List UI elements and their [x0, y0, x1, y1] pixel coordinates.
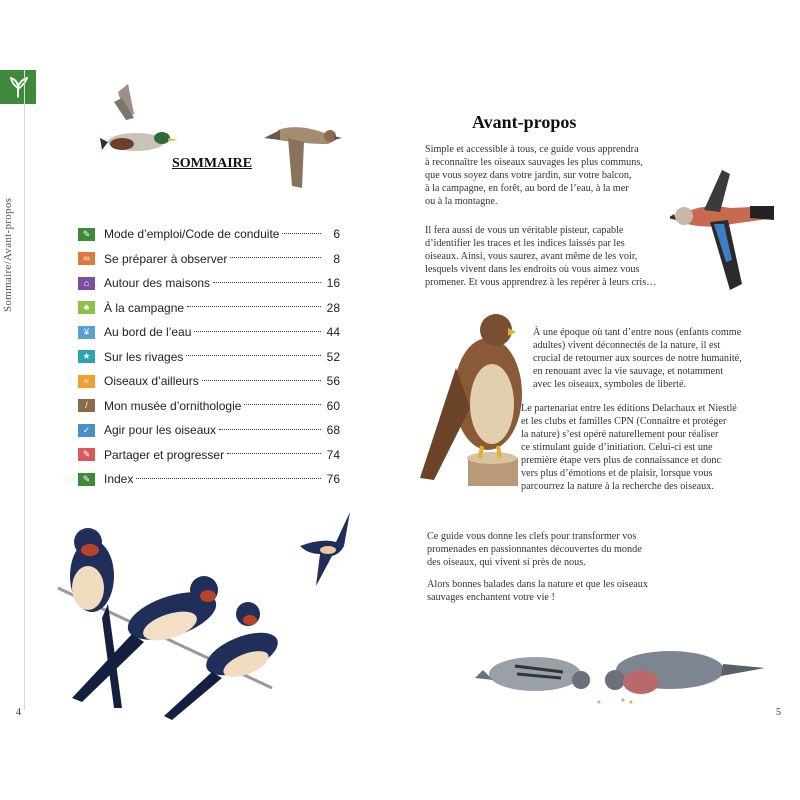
- toc-entry[interactable]: [78, 320, 340, 345]
- text-line: à reconnaître les oiseaux sauvages les plus communs,: [425, 157, 643, 168]
- toc-entry-page: 60: [326, 398, 340, 413]
- text-line: des oiseaux, qui vivent si près de nous.: [427, 557, 586, 568]
- toc-leader-dots: [230, 256, 321, 258]
- toc-entry-label: Sur les rivages: [104, 349, 184, 364]
- toc-entry-page: 74: [326, 447, 340, 462]
- toc-entry-label: Partager et progresser: [104, 447, 225, 462]
- starfish-icon: ★: [78, 350, 95, 363]
- toc-entry-label: Autour des maisons: [104, 276, 211, 291]
- toc-leader-dots: [227, 452, 321, 454]
- text-line: et les clubs et familles CPN (Connaître et protéger: [521, 416, 727, 427]
- reed-icon: ¥: [78, 326, 95, 339]
- text-line: Ce guide vous donne les clefs pour transformer vos: [427, 531, 637, 542]
- toc-leader-dots: [136, 477, 321, 479]
- buzzard-illustration: [412, 308, 532, 488]
- text-line: oiseaux. Ainsi, vous saurez, avant même de les voir,: [425, 251, 638, 262]
- text-line: promenades en passionnantes découvertes du monde: [427, 544, 642, 555]
- share-icon: ✎: [78, 448, 95, 461]
- section-tab: [0, 70, 36, 104]
- leaf-icon: ✎: [78, 228, 95, 241]
- toc-entry-label: Se préparer à observer: [104, 251, 228, 266]
- text-line: Alors bonnes balades dans la nature et que les oiseaux: [427, 579, 648, 590]
- pigeons-illustration: [475, 640, 765, 710]
- text-line: que vous soyez dans votre jardin, sur votre balcon,: [425, 170, 632, 181]
- toc-entry[interactable]: [78, 222, 340, 247]
- text-line: vers plus d’émotions et de plaisir, lorsque vous: [521, 468, 713, 479]
- action-icon: ✓: [78, 424, 95, 437]
- toc-leader-dots: [282, 232, 321, 234]
- toc-leader-dots: [244, 403, 321, 405]
- text-line: Le partenariat entre les éditions Delachaux et Niestlé: [521, 403, 737, 414]
- toc-entry-page: 56: [326, 374, 340, 389]
- foreword-paragraph-2: [425, 224, 695, 289]
- text-line: promener. Et vous apprendrez à les repérer à leurs cris…: [425, 277, 657, 288]
- toc-leader-dots: [213, 281, 321, 283]
- text-line: adultes) vivent déconnectés de la nature, il est: [533, 340, 721, 351]
- toc-entry-label: Au bord de l’eau: [104, 325, 192, 340]
- text-line: d’identifier les traces et les indices laissés par les: [425, 238, 625, 249]
- toc-entry-label: Index: [104, 472, 134, 487]
- text-line: ou à la montagne.: [425, 196, 498, 207]
- toc-entry[interactable]: [78, 247, 340, 272]
- toc-entry[interactable]: [78, 271, 340, 296]
- margin-rule: [24, 70, 25, 710]
- foreword-paragraph-4: [521, 402, 776, 493]
- toc-entry-page: 8: [333, 251, 340, 266]
- tree-icon: ♣: [78, 301, 95, 314]
- text-line: lesquels vivent dans les endroits où vous aimez vous: [425, 264, 640, 275]
- plant-sprout-icon: [0, 70, 36, 104]
- toc-entry-label: Agir pour les oiseaux: [104, 423, 217, 438]
- index-icon: ✎: [78, 473, 95, 486]
- toc-entry-label: Mon musée d’ornithologie: [104, 398, 242, 413]
- table-of-contents: [78, 222, 340, 492]
- toc-entry-page: 52: [326, 349, 340, 364]
- toc-entry[interactable]: [78, 369, 340, 394]
- toc-entry[interactable]: [78, 467, 340, 492]
- text-line: parcourrez la nature à la recherche des oiseaux.: [521, 481, 714, 492]
- toc-leader-dots: [219, 428, 321, 430]
- foreword-paragraph-3: [533, 326, 773, 391]
- flying-swallow-illustration: [296, 510, 356, 590]
- page-number-right: 5: [776, 707, 781, 718]
- barn-swallows-illustration: [52, 508, 332, 728]
- text-line: crucial de retourner aux sources de notre humanité,: [533, 353, 742, 364]
- feather-icon: /: [78, 399, 95, 412]
- exotic-bird-icon: ≈: [78, 375, 95, 388]
- toc-leader-dots: [187, 305, 321, 307]
- flying-mallard-illustration: [96, 80, 186, 160]
- toc-leader-dots: [186, 354, 321, 356]
- toc-entry[interactable]: [78, 418, 340, 443]
- toc-leader-dots: [194, 330, 321, 332]
- text-line: en renouant avec la vie sauvage, et notamment: [533, 366, 724, 377]
- toc-entry-label: À la campagne: [104, 300, 185, 315]
- toc-entry-page: 76: [326, 472, 340, 487]
- foreword-title: Avant-propos: [472, 112, 577, 132]
- text-line: première étape vers plus de connaissance et donc: [521, 455, 721, 466]
- toc-leader-dots: [202, 379, 321, 381]
- text-line: à la campagne, en forêt, au bord de l’eau, à la mer: [425, 183, 629, 194]
- text-line: Il fera aussi de vous un véritable pisteur, capable: [425, 225, 624, 236]
- text-line: sauvages enchantent votre vie !: [427, 592, 555, 603]
- text-line: À une époque où tant d’entre nous (enfants comme: [533, 327, 742, 338]
- side-section-label: Sommaire/Avant-propos: [2, 197, 14, 312]
- toc-entry-label: Oiseaux d’ailleurs: [104, 374, 199, 389]
- foreword-paragraph-5: [427, 530, 697, 569]
- binoculars-icon: ∞: [78, 252, 95, 265]
- toc-entry[interactable]: [78, 296, 340, 321]
- toc-entry[interactable]: [78, 443, 340, 468]
- house-icon: ⌂: [78, 277, 95, 290]
- text-line: Simple et accessible à tous, ce guide vous apprendra: [425, 144, 639, 155]
- jay-illustration: [670, 166, 780, 296]
- foreword-paragraph-1: [425, 143, 685, 208]
- toc-entry-page: 6: [333, 227, 340, 242]
- toc-entry-page: 44: [326, 325, 340, 340]
- toc-entry-page: 16: [326, 276, 340, 291]
- toc-title: SOMMAIRE: [172, 156, 253, 171]
- flying-duck-illustration: [258, 118, 348, 198]
- toc-entry[interactable]: [78, 394, 340, 419]
- text-line: la nature) s’est opéré naturellement pour réaliser: [521, 429, 719, 440]
- toc-entry-page: 28: [326, 300, 340, 315]
- foreword-paragraph-6: [427, 578, 697, 604]
- toc-entry-page: 68: [326, 423, 340, 438]
- text-line: ce stimulant guide d’initiation. Celui-ci est une: [521, 442, 713, 453]
- page-number-left: 4: [16, 707, 21, 718]
- text-line: avec les oiseaux, symboles de liberté.: [533, 379, 687, 390]
- toc-entry[interactable]: [78, 345, 340, 370]
- toc-entry-label: Mode d’emploi/Code de conduite: [104, 227, 280, 242]
